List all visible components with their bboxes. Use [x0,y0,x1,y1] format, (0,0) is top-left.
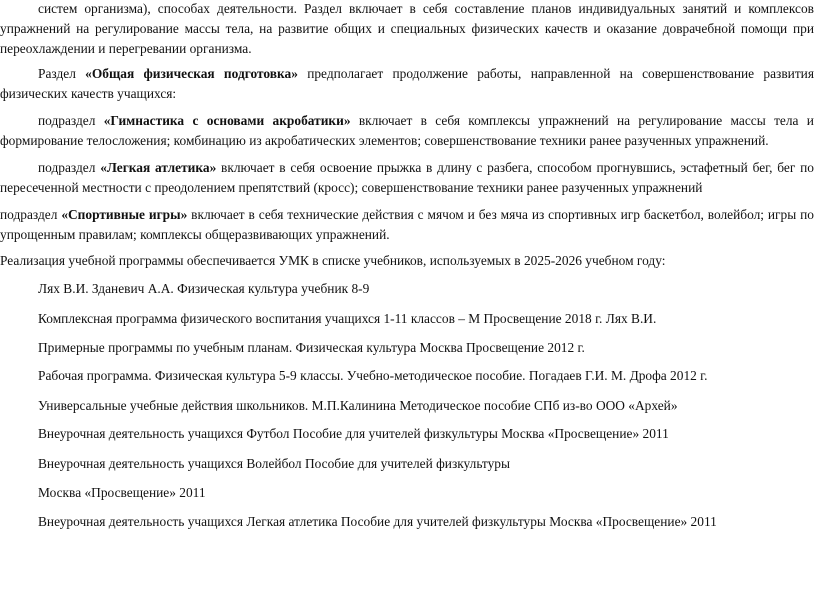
book-item: Внеурочная деятельность учащихся Легкая атлетика Пособие для учителей физкультуры Москва «Просвещение» 2011 [38,514,717,529]
book-item: Москва «Просвещение» 2011 [38,485,206,500]
heading-athletics: «Легкая атлетика» [100,160,217,175]
paragraph-sports-games: подраздел «Спортивные игры» включает в себя технические действия с мячом и без мяча из спортивных игр баскетбол, волейбол; игры по упрощенным правилам; комплексы общеразвивающих упражнений. [0,207,814,242]
heading-gymnastics: «Гимнастика с основами акробатики» [103,113,351,128]
book-item: Универсальные учебные действия школьников. М.П.Калинина Методическое пособие СПб из-во ООО «Архей» [38,398,678,413]
book-item: Комплексная программа физического воспитания учащихся 1-11 классов – М Просвещение 2018 г. Лях В.И. [38,311,657,326]
paragraph-gymnastics: подраздел «Гимнастика с основами акробатики» включает в себя комплексы упражнений на регулирование массы тела и формирование телосложения; комбинацию из акробатических элементов; совершенствование техники ранее разученных упражнений. [0,113,814,148]
book-item: Примерные программы по учебным планам. Физическая культура Москва Просвещение 2012 г. [38,340,585,355]
heading-general-training: «Общая физическая подготовка» [85,66,298,81]
book-item: Внеурочная деятельность учащихся Футбол Пособие для учителей физкультуры Москва «Просвещение» 2011 [38,426,669,441]
book-item: Лях В.И. Зданевич А.А. Физическая культура учебник 8-9 [38,281,370,296]
paragraph-athletics: подраздел «Легкая атлетика» включает в себя освоение прыжка в длину с разбега, способом прогнувшись, эстафетный бег, бег по пересеченной местности с преодолением препятствий (кросс); совершенствование техники ранее разученных упражнений [0,160,814,195]
paragraph-intro: систем организма), способах деятельности. Раздел включает в себя составление планов индивидуальных занятий и комплексов упражнений на регулирование массы тела, на развитие общих и специальных физических качеств и оказание доврачебной помощи при переохлаждении и перегревании организма. [0,1,814,56]
paragraph-umk: Реализация учебной программы обеспечивается УМК в списке учебников, используемых в 2025-2026 учебном году: [0,253,666,268]
book-item: Внеурочная деятельность учащихся Волейбол Пособие для учителей физкультуры [38,456,510,471]
paragraph-general-training: Раздел «Общая физическая подготовка» предполагает продолжение работы, направленной на совершенствование развития физических качеств учащихся: [0,66,814,101]
heading-sports-games: «Спортивные игры» [61,207,188,222]
book-item: Рабочая программа. Физическая культура 5-9 классы. Учебно-методическое пособие. Погадаев Г.И. М. Дрофа 2012 г. [38,368,708,383]
